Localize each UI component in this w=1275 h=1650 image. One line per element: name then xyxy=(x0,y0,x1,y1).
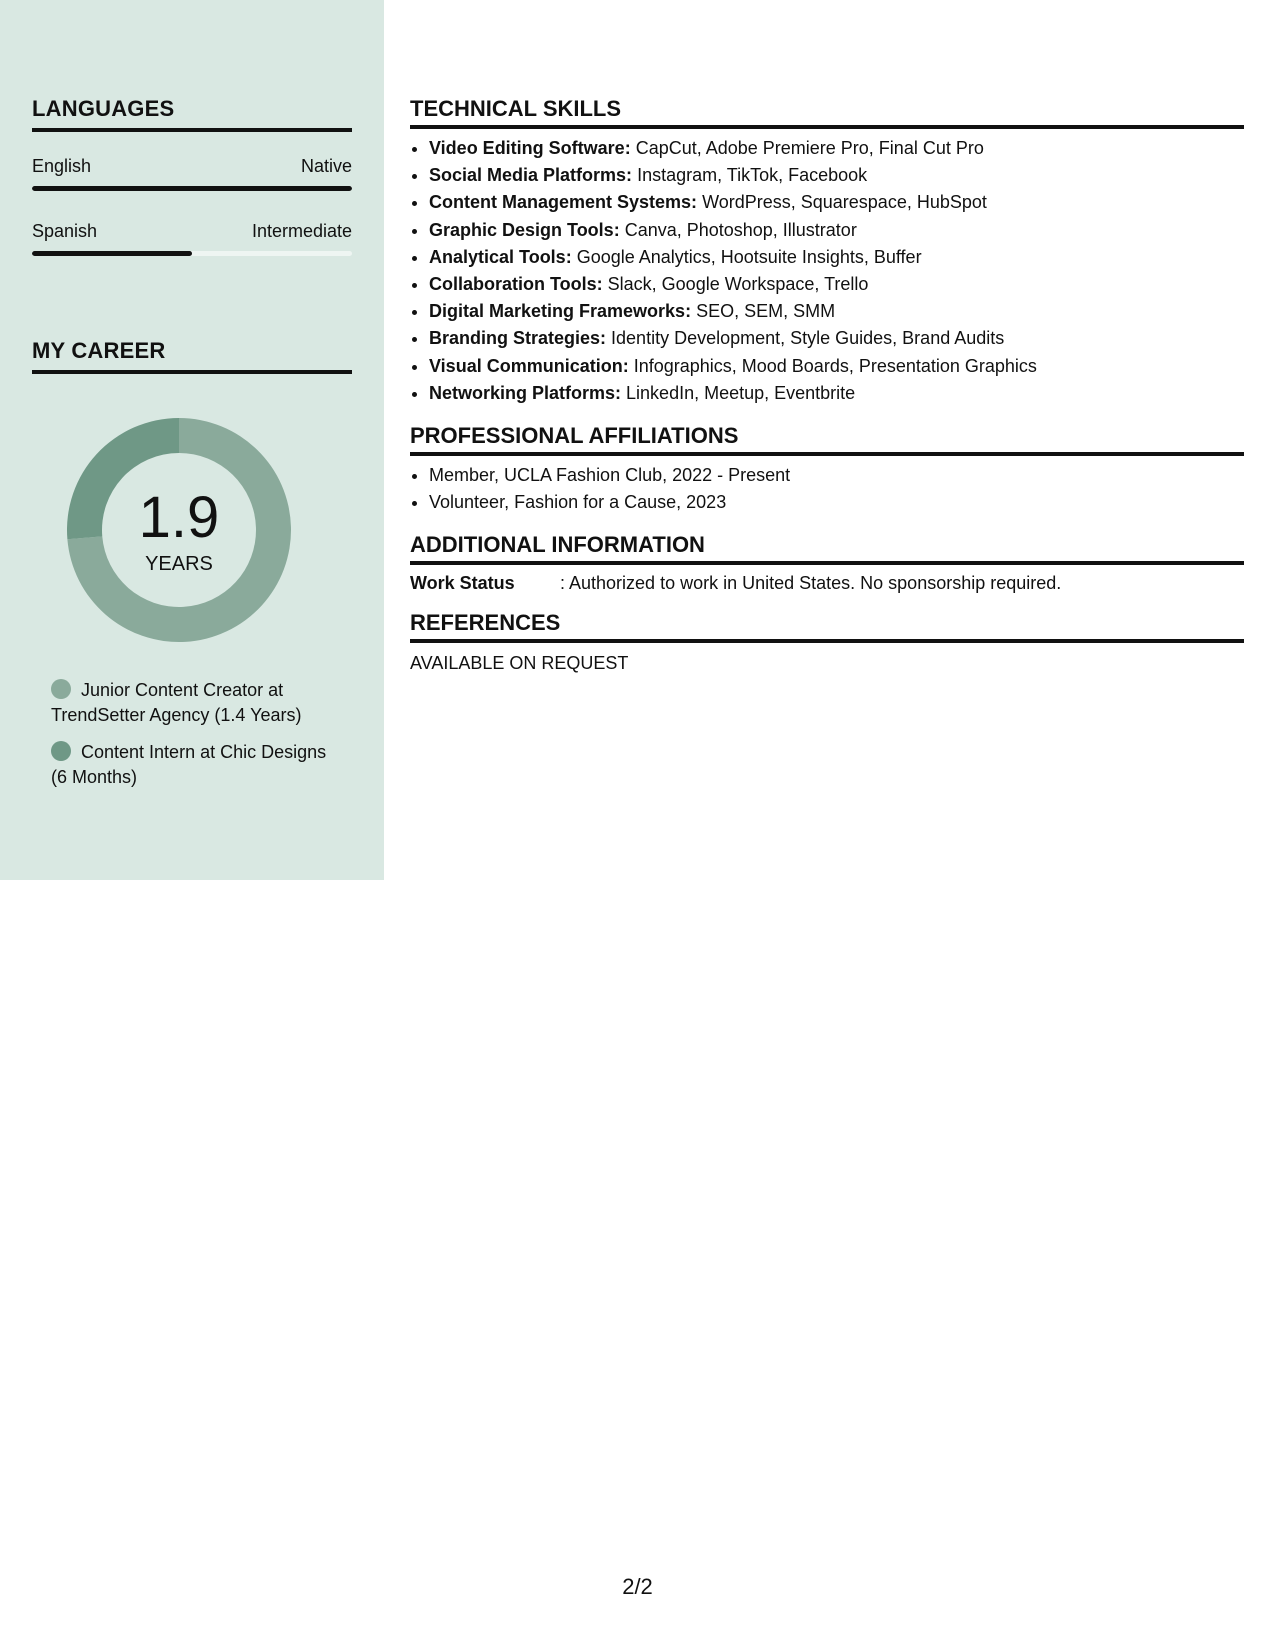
skill-label: Visual Communication: xyxy=(429,355,629,376)
skill-label: Content Management Systems: xyxy=(429,192,698,213)
affiliation-item: • Volunteer, Fashion for a Cause, 2023 xyxy=(429,489,1244,516)
skill-value: Instagram, TikTok, Facebook xyxy=(632,165,868,186)
technical-skills-list xyxy=(410,135,1244,407)
career-total-years: 1.9 xyxy=(138,485,220,550)
language-proficiency-fill xyxy=(32,251,192,256)
technical-skills-section xyxy=(410,96,1244,407)
skill-value: Google Analytics, Hootsuite Insights, Buffer xyxy=(571,246,922,267)
skill-value: CapCut, Adobe Premiere Pro, Final Cut Pro xyxy=(630,138,984,158)
skill-label: Video Editing Software: xyxy=(429,138,631,158)
skill-item xyxy=(429,325,1244,352)
skill-value: Canva, Photoshop, Illustrator xyxy=(619,219,857,240)
skill-value: WordPress, Squarespace, HubSpot xyxy=(697,192,987,213)
skill-item xyxy=(429,189,1244,216)
legend-dot-icon xyxy=(51,679,71,699)
career-legend-item xyxy=(51,678,331,728)
donut-center xyxy=(66,417,292,643)
technical-skills-heading: TECHNICAL SKILLS xyxy=(410,96,1244,129)
languages-heading: LANGUAGES xyxy=(32,96,352,132)
affiliations-heading: PROFESSIONAL AFFILIATIONS xyxy=(410,423,1244,456)
skill-label: Social Media Platforms: xyxy=(429,165,633,186)
affiliations-section xyxy=(410,423,1244,516)
language-item-english xyxy=(32,156,352,177)
skill-label: Graphic Design Tools: xyxy=(429,219,620,240)
skill-item xyxy=(429,353,1244,380)
references-heading: REFERENCES xyxy=(410,610,1244,643)
career-heading: MY CAREER xyxy=(32,338,352,374)
career-years-unit: YEARS xyxy=(145,553,213,575)
references-section xyxy=(410,610,1244,674)
language-level: Native xyxy=(300,156,352,176)
career-donut-chart xyxy=(66,417,292,643)
additional-info-section xyxy=(410,532,1244,594)
language-proficiency-bar xyxy=(32,251,352,256)
skill-value: Identity Development, Style Guides, Brand Audits xyxy=(606,328,1005,349)
skill-label: Collaboration Tools: xyxy=(429,274,603,295)
sidebar xyxy=(0,0,384,880)
references-text: AVAILABLE ON REQUEST xyxy=(410,653,629,674)
page-number: 2/2 xyxy=(622,1574,653,1599)
career-section xyxy=(32,338,352,374)
language-name: English xyxy=(32,156,92,176)
language-proficiency-fill xyxy=(32,186,352,191)
skill-value: LinkedIn, Meetup, Eventbrite xyxy=(621,382,856,403)
main-content xyxy=(410,96,1244,690)
skill-item xyxy=(429,271,1244,298)
career-legend xyxy=(51,678,331,802)
additional-info-heading: ADDITIONAL INFORMATION xyxy=(410,532,1244,565)
skill-item xyxy=(429,298,1244,325)
skill-label: Digital Marketing Frameworks: xyxy=(429,301,692,322)
skill-item xyxy=(429,380,1244,407)
skill-item xyxy=(429,217,1244,244)
legend-dot-icon xyxy=(51,741,71,761)
skill-item xyxy=(429,244,1244,271)
language-name: Spanish xyxy=(32,221,98,241)
languages-section xyxy=(32,96,352,256)
skill-value: Infographics, Mood Boards, Presentation Graphics xyxy=(628,355,1037,376)
career-job-label: Junior Content Creator at TrendSetter Agency (1.4 Years) xyxy=(51,680,302,725)
work-status-value: : Authorized to work in United States. No sponsorship required. xyxy=(560,573,1062,594)
career-job-label: Content Intern at Chic Designs (6 Months) xyxy=(51,742,327,787)
skill-value: Slack, Google Workspace, Trello xyxy=(602,274,869,295)
skill-value: SEO, SEM, SMM xyxy=(691,301,836,322)
language-proficiency-bar xyxy=(32,186,352,191)
skill-item xyxy=(429,135,1244,162)
career-legend-item xyxy=(51,740,331,790)
affiliations-list xyxy=(410,462,1244,516)
affiliation-item: • Member, UCLA Fashion Club, 2022 - Present xyxy=(429,462,1244,489)
language-item-spanish xyxy=(32,221,352,242)
work-status-row xyxy=(410,573,1244,594)
work-status-label: Work Status xyxy=(410,573,515,594)
skill-item xyxy=(429,162,1244,189)
skill-label: Branding Strategies: xyxy=(429,328,607,349)
skill-label: Networking Platforms: xyxy=(429,382,622,403)
skill-label: Analytical Tools: xyxy=(429,246,572,267)
language-level: Intermediate xyxy=(251,221,352,241)
